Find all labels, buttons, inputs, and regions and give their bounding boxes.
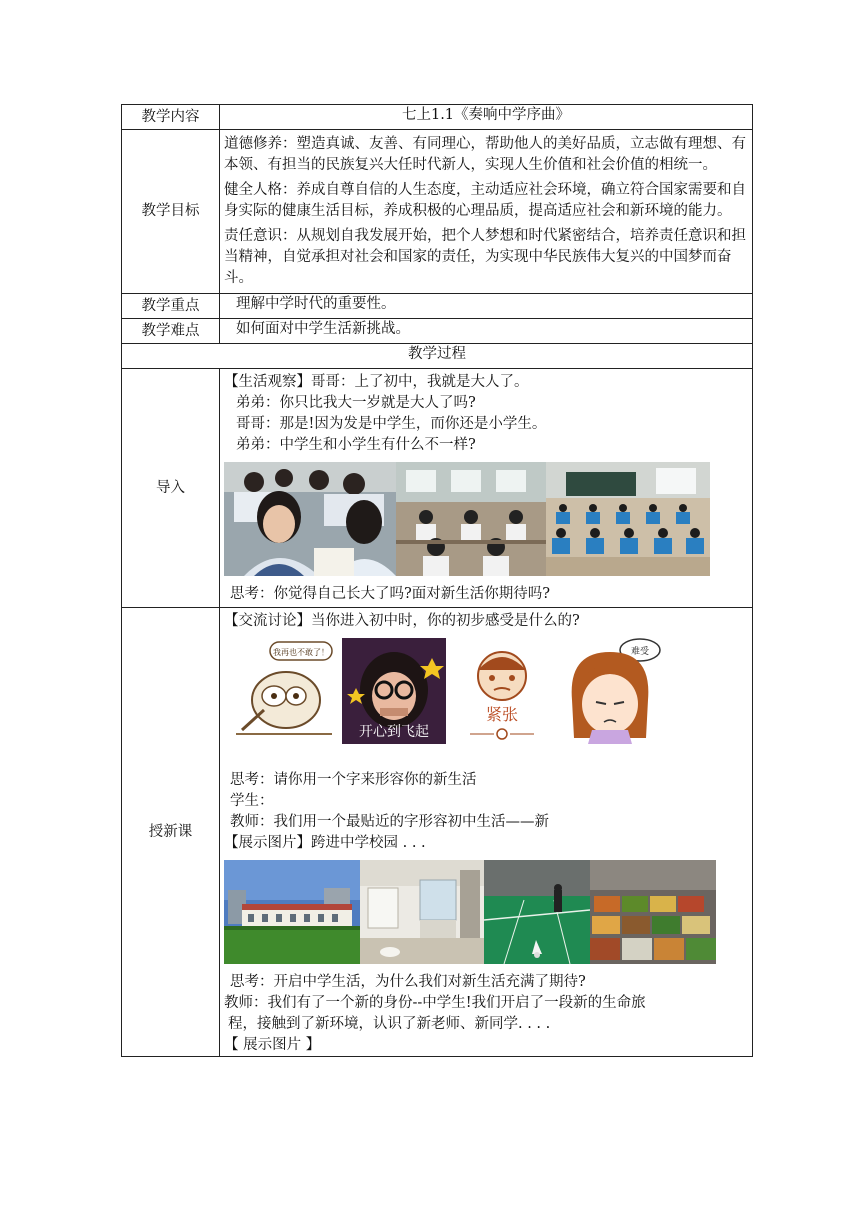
row-goals [122, 130, 753, 294]
sheep-bubble-text: 我再也不敢了！ [273, 648, 329, 657]
row-content [122, 105, 753, 130]
badminton-court-photo [484, 860, 590, 964]
goal-personality: 健全人格：养成自尊自信的人生态度，主动适应社会环境，确立符合国家需要和自身实际的健康生活目标，养成积极的心理品质，提高适应社会和新环境的能力。 [224, 182, 746, 219]
student-answer: 学生： [230, 793, 274, 809]
feelings-emoji-strip [234, 638, 748, 744]
label-difficulty: 教学难点 [122, 319, 220, 344]
teacher-identity-line1: 教师：我们有了一个新的身份--中学生!我们开启了一段新的生命旅 [224, 995, 646, 1011]
classroom-rows-photo [546, 462, 710, 576]
intro-line-4: 弟弟：中学生和小学生有什么不一样? [236, 437, 476, 453]
canteen-food-photo [590, 860, 716, 964]
teacher-new: 教师：我们用一个最贴近的字形容初中生活——新 [230, 814, 549, 830]
label-goals: 教学目标 [122, 130, 220, 294]
intro-line-1: 【生活观察】哥哥：上了初中，我就是大人了。 [224, 374, 529, 390]
nervous-girl-emoji [450, 638, 554, 744]
goals-cell [220, 130, 753, 294]
process-title: 教学过程 [122, 344, 753, 369]
students-classroom-photo [224, 462, 396, 576]
exam-hall-photo [396, 462, 546, 576]
intro-line-3: 哥哥：那是!因为发是中学生，而你还是小学生。 [236, 416, 547, 432]
think-one-word: 思考：请你用一个字来形容你的新生活 [230, 772, 477, 788]
difficulty-text: 如何面对中学生活新挑战。 [220, 319, 753, 344]
intro-cell [220, 369, 753, 608]
girl-caption-text: 开心到飞起 [359, 724, 429, 740]
row-intro [122, 369, 753, 608]
key-point-text: 理解中学时代的重要性。 [220, 294, 753, 319]
new-lesson-cell [220, 608, 753, 1057]
intro-think: 思考：你觉得自己长大了吗?面对新生活你期待吗? [230, 586, 551, 602]
intro-line-2: 弟弟：你只比我大一岁就是大人了吗? [236, 395, 476, 411]
goal-responsibility: 责任意识：从规划自我发展开始，把个人梦想和时代紧密结合，培养责任意识和担当精神，自觉承担对社会和国家的责任，为实现中华民族伟大复兴的中国梦而奋斗。 [224, 228, 746, 286]
discussion-prompt: 【交流讨论】当你进入初中时，你的初步感受是什么的? [224, 613, 580, 629]
row-key-point [122, 294, 753, 319]
think-expectation: 思考：开启中学生活，为什么我们对新生活充满了期待? [230, 974, 586, 990]
intro-photo-strip [224, 462, 748, 576]
happy-girl-emoji [342, 638, 446, 744]
lesson-title: 七上1.1《奏响中学序曲》 [220, 105, 753, 130]
row-difficulty [122, 319, 753, 344]
label-content: 教学内容 [122, 105, 220, 130]
label-key-point: 教学重点 [122, 294, 220, 319]
dorm-room-photo [360, 860, 484, 964]
teacher-identity-line2: 程，接触到了新环境，认识了新老师、新同学. . . . [228, 1016, 551, 1032]
worried-bubble-text: 难受 [630, 647, 650, 657]
row-process-title [122, 344, 753, 369]
scared-sheep-emoji [234, 638, 338, 744]
worried-girl-emoji [558, 638, 662, 744]
lesson-plan-table [121, 104, 753, 1057]
show-pictures-label: 【 展示图片 】 [224, 1037, 321, 1053]
label-intro: 导入 [122, 369, 220, 608]
campus-photo-strip [224, 860, 748, 964]
campus-building-photo [224, 860, 360, 964]
label-new-lesson: 授新课 [122, 608, 220, 1057]
row-new-lesson [122, 608, 753, 1057]
boy-caption-text: 紧张 [485, 705, 519, 724]
goal-moral: 道德修养：塑造真诚、友善、有同理心，帮助他人的美好品质，立志做有理想、有本领、有担当的民族复兴大任时代新人，实现人生价值和社会价值的相统一。 [224, 136, 746, 173]
show-campus: 【展示图片】跨进中学校园 . . . [224, 835, 426, 851]
